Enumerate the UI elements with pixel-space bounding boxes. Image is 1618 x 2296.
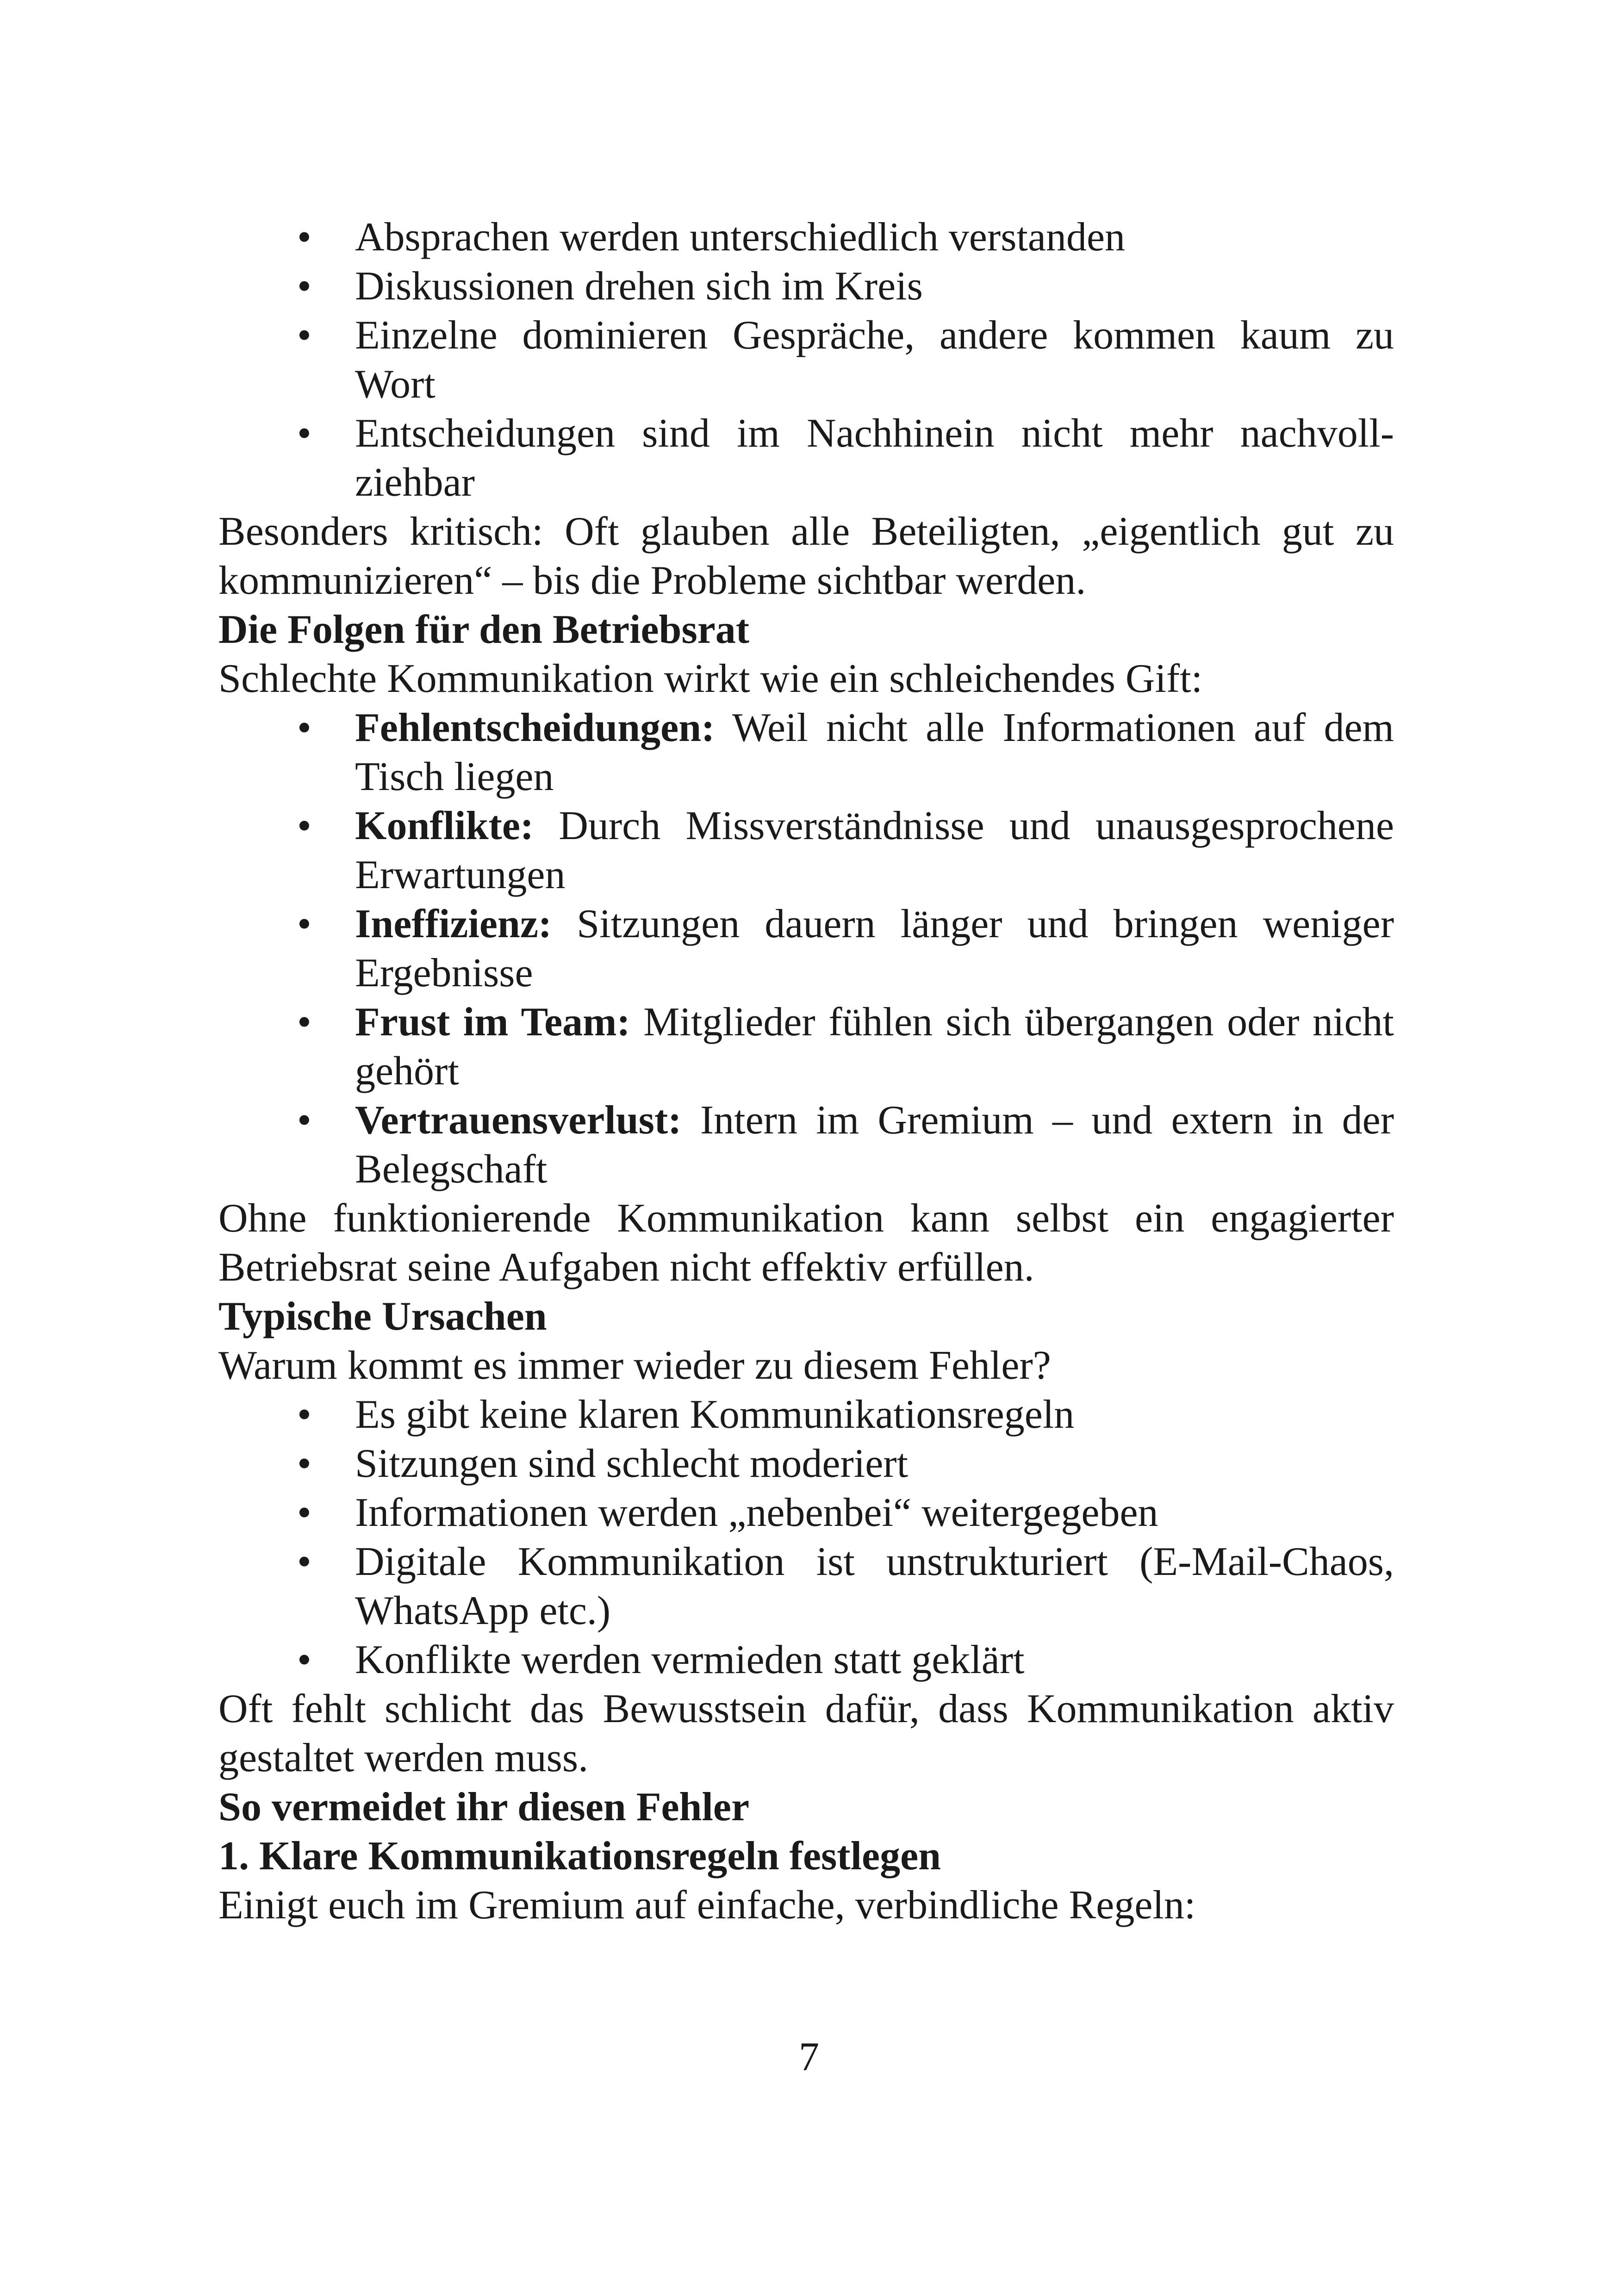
list-item-text: Digitale Kommunikation ist unstrukturiert (E-Mail-Chaos, WhatsApp etc.) bbox=[355, 1539, 1394, 1633]
list-item-text: Weil nicht alle Informationen auf dem Tisch liegen bbox=[355, 705, 1394, 799]
list-item-text: Entscheidungen sind im Nachhinein nicht mehr nachvoll-ziehbar bbox=[355, 411, 1394, 505]
list-item bbox=[218, 900, 1394, 998]
consequences-list bbox=[218, 703, 1394, 1194]
list-item-text: Konflikte werden vermieden statt geklärt bbox=[355, 1637, 1025, 1682]
list-item bbox=[218, 998, 1394, 1096]
bullet-icon: • bbox=[297, 313, 311, 358]
problem-list bbox=[218, 213, 1394, 507]
list-item bbox=[218, 311, 1394, 409]
list-item bbox=[218, 1390, 1394, 1439]
list-item-text: Es gibt keine klaren Kommunikationsregeln bbox=[355, 1392, 1075, 1437]
bullet-icon: • bbox=[297, 1000, 311, 1045]
list-item-text: Einzelne dominieren Gespräche, andere kommen kaum zu Wort bbox=[355, 313, 1394, 407]
bullet-icon: • bbox=[297, 1392, 311, 1437]
list-item-text: Durch Missverständnisse und unausgesprochene Erwartungen bbox=[355, 803, 1394, 897]
heading-vermeiden: So vermeidet ihr diesen Fehler bbox=[218, 1785, 750, 1829]
paragraph-kritisch: Besonders kritisch: Oft glauben alle Beteiligten, „eigentlich gut zu kommunizieren“ – bis die Probleme sichtbar werden. bbox=[218, 509, 1394, 603]
bullet-icon: • bbox=[297, 705, 311, 750]
bullet-icon: • bbox=[297, 1539, 311, 1584]
page-content bbox=[218, 213, 1394, 1930]
list-item-text: Intern im Gremium – und extern in der Belegschaft bbox=[355, 1098, 1394, 1192]
bullet-icon: • bbox=[297, 411, 311, 456]
list-item-lead: Vertrauensverlust: bbox=[355, 1098, 682, 1143]
bullet-icon: • bbox=[297, 1637, 311, 1682]
paragraph-warum: Warum kommt es immer wieder zu diesem Fehler? bbox=[218, 1343, 1051, 1388]
list-item bbox=[218, 1439, 1394, 1488]
list-item-lead: Fehlentscheidungen: bbox=[355, 705, 715, 750]
list-item-text: Informationen werden „nebenbei“ weitergegeben bbox=[355, 1490, 1158, 1535]
bullet-icon: • bbox=[297, 1098, 311, 1143]
list-item bbox=[218, 802, 1394, 900]
list-item bbox=[218, 409, 1394, 507]
list-item-text: Sitzungen dauern länger und bringen weniger Ergebnisse bbox=[355, 902, 1394, 996]
bullet-icon: • bbox=[297, 264, 311, 309]
list-item-text: Sitzungen sind schlecht moderiert bbox=[355, 1441, 909, 1486]
list-item-lead: Konflikte: bbox=[355, 803, 534, 848]
bullet-icon: • bbox=[297, 1441, 311, 1486]
paragraph-gift: Schlechte Kommunikation wirkt wie ein schleichendes Gift: bbox=[218, 656, 1203, 701]
list-item bbox=[218, 703, 1394, 802]
paragraph-einigt: Einigt euch im Gremium auf einfache, verbindliche Regeln: bbox=[218, 1883, 1196, 1928]
bullet-icon: • bbox=[297, 803, 311, 848]
bullet-icon: • bbox=[297, 1490, 311, 1535]
list-item-lead: Frust im Team: bbox=[355, 1000, 630, 1045]
list-item bbox=[218, 1096, 1394, 1194]
heading-regeln: 1. Klare Kommunikationsregeln festlegen bbox=[218, 1834, 941, 1879]
paragraph-bewusstsein: Oft fehlt schlicht das Bewusstsein dafür, dass Kommunikation aktiv gestaltet werden muss. bbox=[218, 1686, 1394, 1780]
causes-list bbox=[218, 1390, 1394, 1685]
heading-folgen: Die Folgen für den Betriebsrat bbox=[218, 607, 750, 652]
list-item bbox=[218, 1488, 1394, 1537]
list-item bbox=[218, 262, 1394, 311]
list-item-lead: Ineffizienz: bbox=[355, 902, 552, 946]
list-item-text: Mitglieder fühlen sich übergangen oder nicht gehört bbox=[355, 1000, 1394, 1094]
page-number: 7 bbox=[799, 2035, 819, 2079]
list-item bbox=[218, 1636, 1394, 1685]
heading-ursachen: Typische Ursachen bbox=[218, 1294, 547, 1339]
bullet-icon: • bbox=[297, 215, 311, 260]
list-item bbox=[218, 1537, 1394, 1636]
list-item-text: Absprachen werden unterschiedlich verstanden bbox=[355, 215, 1126, 260]
bullet-icon: • bbox=[297, 902, 311, 946]
list-item-text: Diskussionen drehen sich im Kreis bbox=[355, 264, 923, 309]
list-item bbox=[218, 213, 1394, 262]
paragraph-ohne: Ohne funktionierende Kommunikation kann selbst ein engagierter Betriebsrat seine Aufgaben nicht effektiv erfüllen. bbox=[218, 1196, 1394, 1290]
